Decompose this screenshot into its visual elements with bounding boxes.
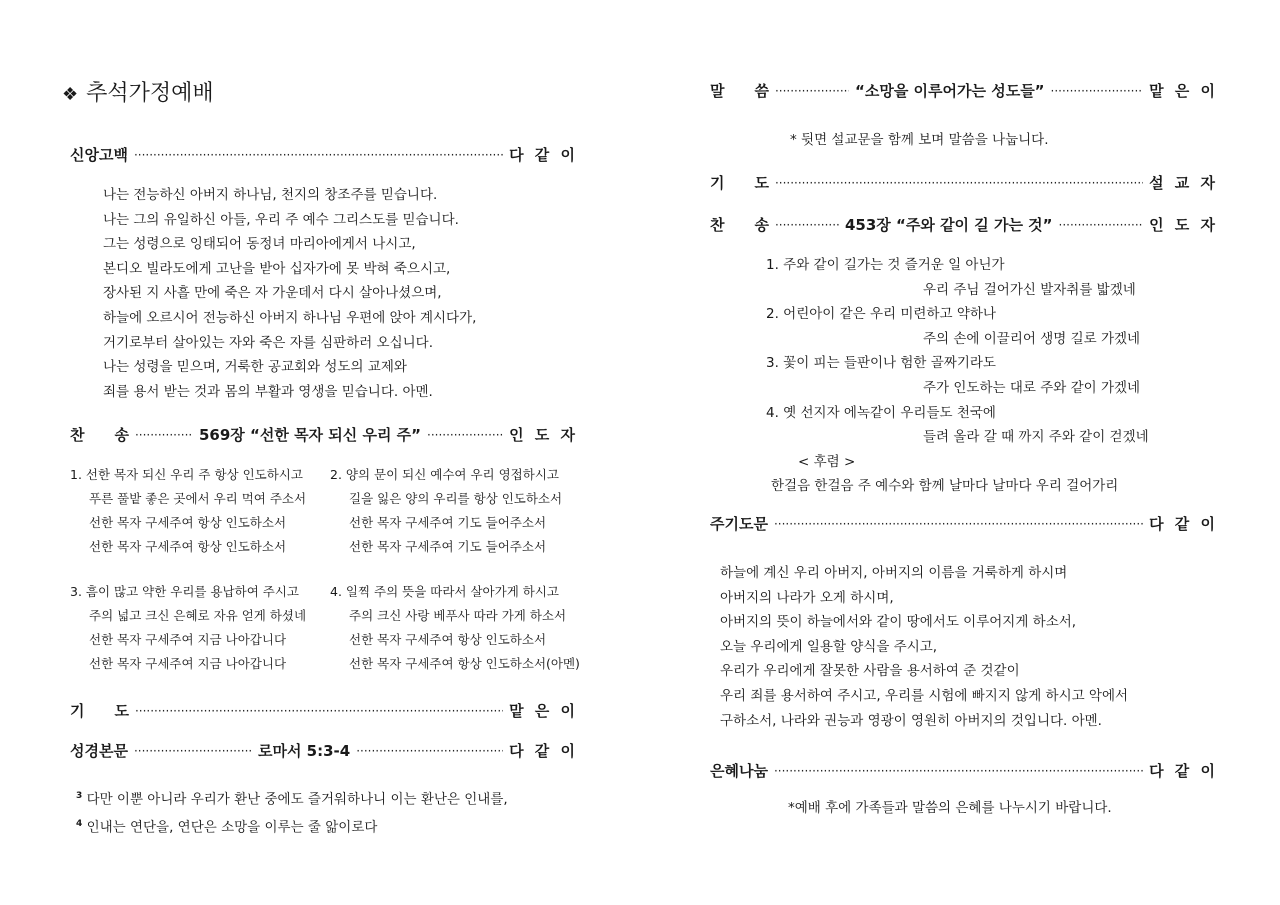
hymn-569-verse-1 <box>70 463 306 559</box>
lords-prayer-line: 오늘 우리에게 일용할 양식을 주시고, <box>720 638 938 655</box>
creed-line: 죄를 용서 받는 것과 몸의 부활과 영생을 믿습니다. 아멘. <box>103 383 433 400</box>
verse-line: 선한 목자 구세주여 기도 들어주소서 <box>349 539 547 554</box>
lords-prayer-heading <box>710 513 1218 534</box>
verse-line: 선한 목자 구세주여 항상 인도하소서(아멘) <box>349 656 580 671</box>
hymn-leader: 인 도 자 <box>509 426 578 444</box>
leader-dots <box>1059 218 1144 232</box>
verse-text: 인내는 연단을, 연단은 소망을 이루는 줄 앎이로다 <box>86 819 378 835</box>
creed-label: 신앙고백 <box>70 146 128 164</box>
verse-text: 다만 이뿐 아니라 우리가 환난 중에도 즐거워하나니 이는 환난은 인내를, <box>86 791 508 808</box>
creed-line: 거기로부터 살아있는 자와 죽은 자를 심판하러 오십니다. <box>103 334 433 351</box>
scripture-reference: 로마서 5:3-4 <box>257 742 351 760</box>
verse-line: 푸른 풀밭 좋은 곳에서 우리 먹여 주소서 <box>89 491 307 506</box>
verse-line: 주의 넓고 크신 은혜로 자유 얻게 하셨네 <box>89 608 307 623</box>
lords-prayer-text <box>720 561 1128 733</box>
leader-dots <box>1051 84 1144 98</box>
sermon-note: * 뒷면 설교문을 함께 보며 말씀을 나눕니다. <box>790 132 1049 148</box>
lords-prayer-line: 아버지의 나라가 오게 하시며, <box>720 589 894 606</box>
sharing-heading <box>710 760 1218 781</box>
verse-line: 선한 목자 구세주여 항상 인도하소서 <box>89 539 287 554</box>
hymn-569-heading <box>70 424 578 445</box>
scripture-text <box>76 784 508 839</box>
verse-line: 선한 목자 구세주여 항상 인도하소서 <box>349 632 547 647</box>
lords-prayer-leader: 다 같 이 <box>1149 515 1218 533</box>
leader-dots <box>134 744 252 758</box>
creed-line: 본디오 빌라도에게 고난을 받아 십자가에 못 박혀 죽으시고, <box>103 260 451 277</box>
hymn-line: 3. 꽃이 피는 들판이나 험한 골짜기라도 <box>766 355 996 372</box>
diamond-bullet-icon: ❖ <box>62 84 79 105</box>
verse-line: 4. 일찍 주의 뜻을 따라서 살아가게 하시고 <box>330 584 559 599</box>
leader-dots <box>135 428 193 442</box>
verse-line: 선한 목자 구세주여 지금 나아갑니다 <box>89 632 287 647</box>
hymn-569-verse-4 <box>330 580 580 676</box>
verse-line: 선한 목자 구세주여 지금 나아갑니다 <box>89 656 287 671</box>
lords-prayer-line: 구하소서, 나라와 권능과 영광이 영원히 아버지의 것입니다. 아멘. <box>720 712 1102 729</box>
leader-dots <box>775 176 1143 190</box>
verse-line: 길을 잃은 양의 우리를 항상 인도하소서 <box>349 491 563 506</box>
leader-dots <box>134 148 503 162</box>
leader-dots <box>427 428 503 442</box>
creed-heading <box>70 144 578 165</box>
leader-dots <box>775 218 839 232</box>
lords-prayer-line: 하늘에 계신 우리 아버지, 아버지의 이름을 거룩하게 하시며 <box>720 565 1068 581</box>
prayer-heading <box>70 700 578 721</box>
creed-line: 나는 전능하신 아버지 하나님, 천지의 창조주를 믿습니다. <box>103 187 438 203</box>
leader-dots <box>774 517 1143 531</box>
sermon-heading <box>710 80 1218 101</box>
sharing-note: *예배 후에 가족들과 말씀의 은혜를 나누시기 바랍니다. <box>788 800 1112 816</box>
hymn-569-verse-3 <box>70 580 306 676</box>
scripture-label: 성경본문 <box>70 742 128 760</box>
scripture-heading <box>70 740 578 761</box>
verse-line: 2. 양의 문이 되신 예수여 우리 영접하시고 <box>330 467 559 482</box>
verse-line: 3. 흠이 많고 약한 우리를 용납하여 주시고 <box>70 584 299 599</box>
prayer-leader: 설 교 자 <box>1149 174 1218 192</box>
lords-prayer-line: 우리가 우리에게 잘못한 사람을 용서하여 준 것같이 <box>720 663 1020 680</box>
prayer-heading-right <box>710 172 1218 193</box>
hymn-title: 453장 “주와 같이 길 가는 것” <box>844 216 1053 234</box>
sermon-label: 말 씀 <box>710 82 769 100</box>
prayer-leader: 맡 은 이 <box>509 702 578 720</box>
refrain-text: 한걸음 한걸음 주 예수와 함께 날마다 날마다 우리 걸어가리 <box>771 478 1119 495</box>
hymn-line: 2. 어린아이 같은 우리 미련하고 약하나 <box>766 306 996 323</box>
creed-line: 장사된 지 사흘 만에 죽은 자 가운데서 다시 살아나셨으며, <box>103 285 442 302</box>
leader-dots <box>356 744 503 758</box>
hymn-line: 1. 주와 같이 길가는 것 즐거운 일 아닌가 <box>766 257 1005 273</box>
hymn-title: 569장 “선한 목자 되신 우리 주” <box>198 426 422 444</box>
sharing-label: 은혜나눔 <box>710 762 768 780</box>
verse-number: 3 <box>76 791 83 801</box>
prayer-label: 기 도 <box>70 702 129 720</box>
scripture-verse-3 <box>76 784 508 812</box>
hymn-569-verse-2 <box>330 463 562 559</box>
verse-line: 주의 크신 사랑 베푸사 따라 가게 하소서 <box>349 608 567 623</box>
sermon-leader: 맡 은 이 <box>1149 82 1218 100</box>
verse-line: 선한 목자 구세주여 항상 인도하소서 <box>89 515 287 530</box>
hymn-line: 주의 손에 이끌리어 생명 길로 가겠네 <box>923 330 1141 347</box>
creed-leader: 다 같 이 <box>509 146 578 164</box>
verse-number: 4 <box>76 818 83 829</box>
creed-line: 그는 성령으로 잉태되어 동정녀 마리아에게서 나시고, <box>103 236 416 253</box>
hymn-line: 주가 인도하는 대로 주와 같이 가겠네 <box>923 379 1141 396</box>
hymn-453-text <box>766 253 1149 499</box>
lords-prayer-label: 주기도문 <box>710 515 768 533</box>
sermon-title: “소망을 이루어가는 성도들” <box>854 82 1045 100</box>
hymn-line: 우리 주님 걸어가신 발자취를 밟겠네 <box>923 281 1136 298</box>
sharing-leader: 다 같 이 <box>1149 762 1218 780</box>
leader-dots <box>135 704 503 718</box>
hymn-label: 찬 송 <box>710 216 769 234</box>
lords-prayer-line: 아버지의 뜻이 하늘에서와 같이 땅에서도 이루어지게 하소서, <box>720 614 1077 631</box>
refrain-label: < 후렴 > <box>798 453 856 470</box>
creed-line: 나는 그의 유일하신 아들, 우리 주 예수 그리스도를 믿습니다. <box>103 211 459 228</box>
hymn-line: 4. 옛 선지자 에녹같이 우리들도 천국에 <box>766 404 996 421</box>
scripture-verse-4 <box>76 812 508 840</box>
lords-prayer-line: 우리 죄를 용서하여 주시고, 우리를 시험에 빠지지 않게 하시고 악에서 <box>720 687 1129 704</box>
verse-line: 1. 선한 목자 되신 우리 주 항상 인도하시고 <box>70 467 303 482</box>
hymn-line: 들려 올라 갈 때 까지 주와 같이 걷겠네 <box>923 429 1149 446</box>
page-title-text: 추석가정예배 <box>86 81 214 106</box>
verse-line: 선한 목자 구세주여 기도 들어주소서 <box>349 515 547 530</box>
creed-line: 하늘에 오르시어 전능하신 아버지 하나님 우편에 앉아 계시다가, <box>103 309 477 326</box>
hymn-leader: 인 도 자 <box>1149 216 1218 234</box>
leader-dots <box>775 84 849 98</box>
creed-line: 나는 성령을 믿으며, 거룩한 공교회와 성도의 교제와 <box>103 359 407 376</box>
hymn-label: 찬 송 <box>70 426 129 444</box>
page-title <box>62 76 214 107</box>
scripture-leader: 다 같 이 <box>509 742 578 760</box>
creed-text <box>103 183 476 404</box>
prayer-label: 기 도 <box>710 174 769 192</box>
hymn-453-heading <box>710 214 1218 235</box>
leader-dots <box>774 764 1143 778</box>
